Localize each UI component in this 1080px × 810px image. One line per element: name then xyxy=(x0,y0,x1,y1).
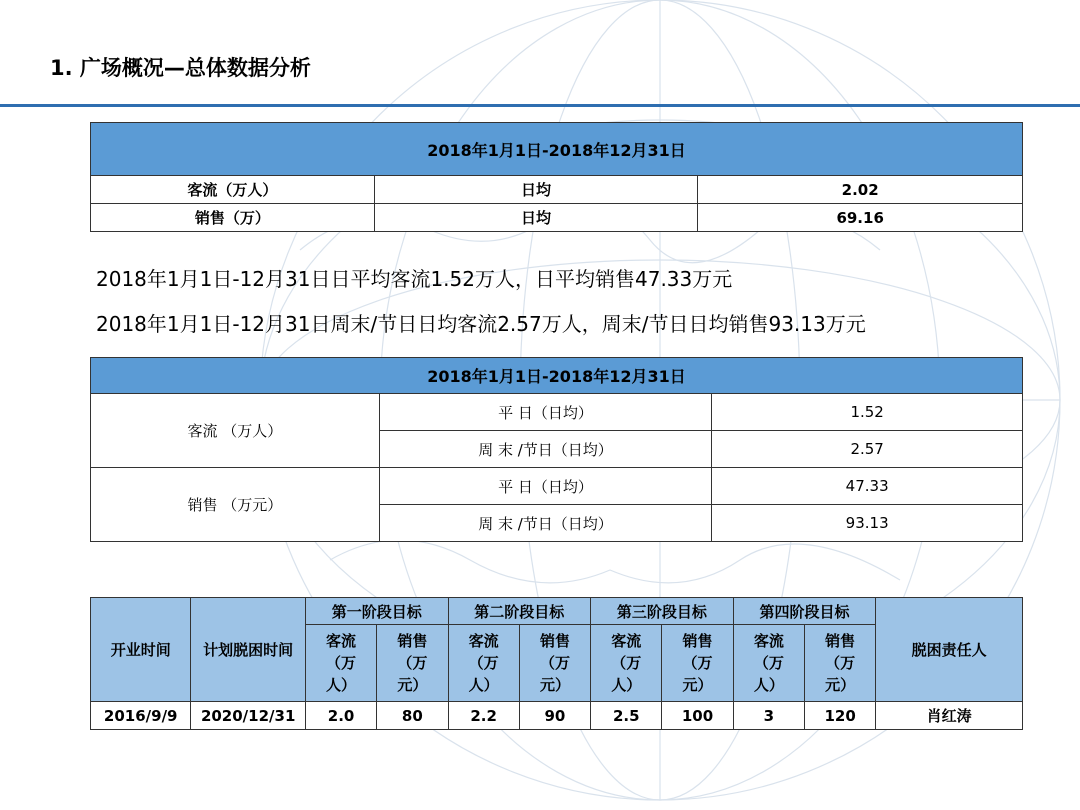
table-row xyxy=(91,176,1023,204)
summary-table xyxy=(90,122,1023,232)
traffic-subheader: 客流 （万 人） xyxy=(733,625,804,702)
open-date-cell: 2016/9/9 xyxy=(91,702,191,730)
stage-3-header: 第三阶段目标 xyxy=(591,598,734,625)
stage-1-header: 第一阶段目标 xyxy=(305,598,448,625)
plan-date-cell: 2020/12/31 xyxy=(191,702,305,730)
metric-cell: 销售（万） xyxy=(91,204,375,232)
period-cell: 周 末 /节日（日均） xyxy=(379,431,712,468)
target-cell: 80 xyxy=(377,702,448,730)
traffic-subheader: 客流 （万 人） xyxy=(448,625,519,702)
value-cell: 47.33 xyxy=(712,468,1023,505)
value-cell: 93.13 xyxy=(712,505,1023,542)
target-cell: 2.0 xyxy=(305,702,376,730)
summary-line-weekday: 2018年1月1日-12月31日日平均客流1.52万人，日平均销售47.33万元 xyxy=(96,267,733,291)
period-cell: 平 日（日均） xyxy=(379,394,712,431)
plan-date-header: 计划脱困时间 xyxy=(191,598,305,702)
traffic-subheader: 客流 （万 人） xyxy=(591,625,662,702)
sales-subheader: 销售 （万 元） xyxy=(519,625,590,702)
table-row xyxy=(91,702,1023,730)
daily-average-table xyxy=(90,357,1023,542)
value-cell: 1.52 xyxy=(712,394,1023,431)
metric-cell: 销售 （万元） xyxy=(91,468,380,542)
stage-4-header: 第四阶段目标 xyxy=(733,598,876,625)
period-cell: 周 末 /节日（日均） xyxy=(379,505,712,542)
table-row xyxy=(91,468,1023,505)
target-cell: 2.5 xyxy=(591,702,662,730)
target-cell: 90 xyxy=(519,702,590,730)
target-cell: 3 xyxy=(733,702,804,730)
sales-subheader: 销售 （万 元） xyxy=(377,625,448,702)
sales-subheader: 销售 （万 元） xyxy=(804,625,875,702)
metric-cell: 客流 （万人） xyxy=(91,394,380,468)
open-date-header: 开业时间 xyxy=(91,598,191,702)
summary-table-header: 2018年1月1日-2018年12月31日 xyxy=(91,123,1023,176)
daily-average-table-header: 2018年1月1日-2018年12月31日 xyxy=(91,358,1023,394)
period-cell: 平 日（日均） xyxy=(379,468,712,505)
type-cell: 日均 xyxy=(374,204,698,232)
target-cell: 100 xyxy=(662,702,733,730)
sales-subheader: 销售 （万 元） xyxy=(662,625,733,702)
value-cell: 69.16 xyxy=(698,204,1023,232)
table-row xyxy=(91,394,1023,431)
type-cell: 日均 xyxy=(374,176,698,204)
table-row xyxy=(91,204,1023,232)
metric-cell: 客流（万人） xyxy=(91,176,375,204)
responsible-header: 脱困责任人 xyxy=(876,598,1023,702)
page-title: 1. 广场概况—总体数据分析 xyxy=(50,56,311,80)
responsible-cell: 肖红涛 xyxy=(876,702,1023,730)
target-table xyxy=(90,597,1023,730)
value-cell: 2.02 xyxy=(698,176,1023,204)
title-divider xyxy=(0,104,1080,107)
summary-line-weekend: 2018年1月1日-12月31日周末/节日日均客流2.57万人，周末/节日日均销售93.13万元 xyxy=(96,312,866,336)
stage-2-header: 第二阶段目标 xyxy=(448,598,591,625)
value-cell: 2.57 xyxy=(712,431,1023,468)
traffic-subheader: 客流 （万 人） xyxy=(305,625,376,702)
target-cell: 120 xyxy=(804,702,875,730)
target-cell: 2.2 xyxy=(448,702,519,730)
